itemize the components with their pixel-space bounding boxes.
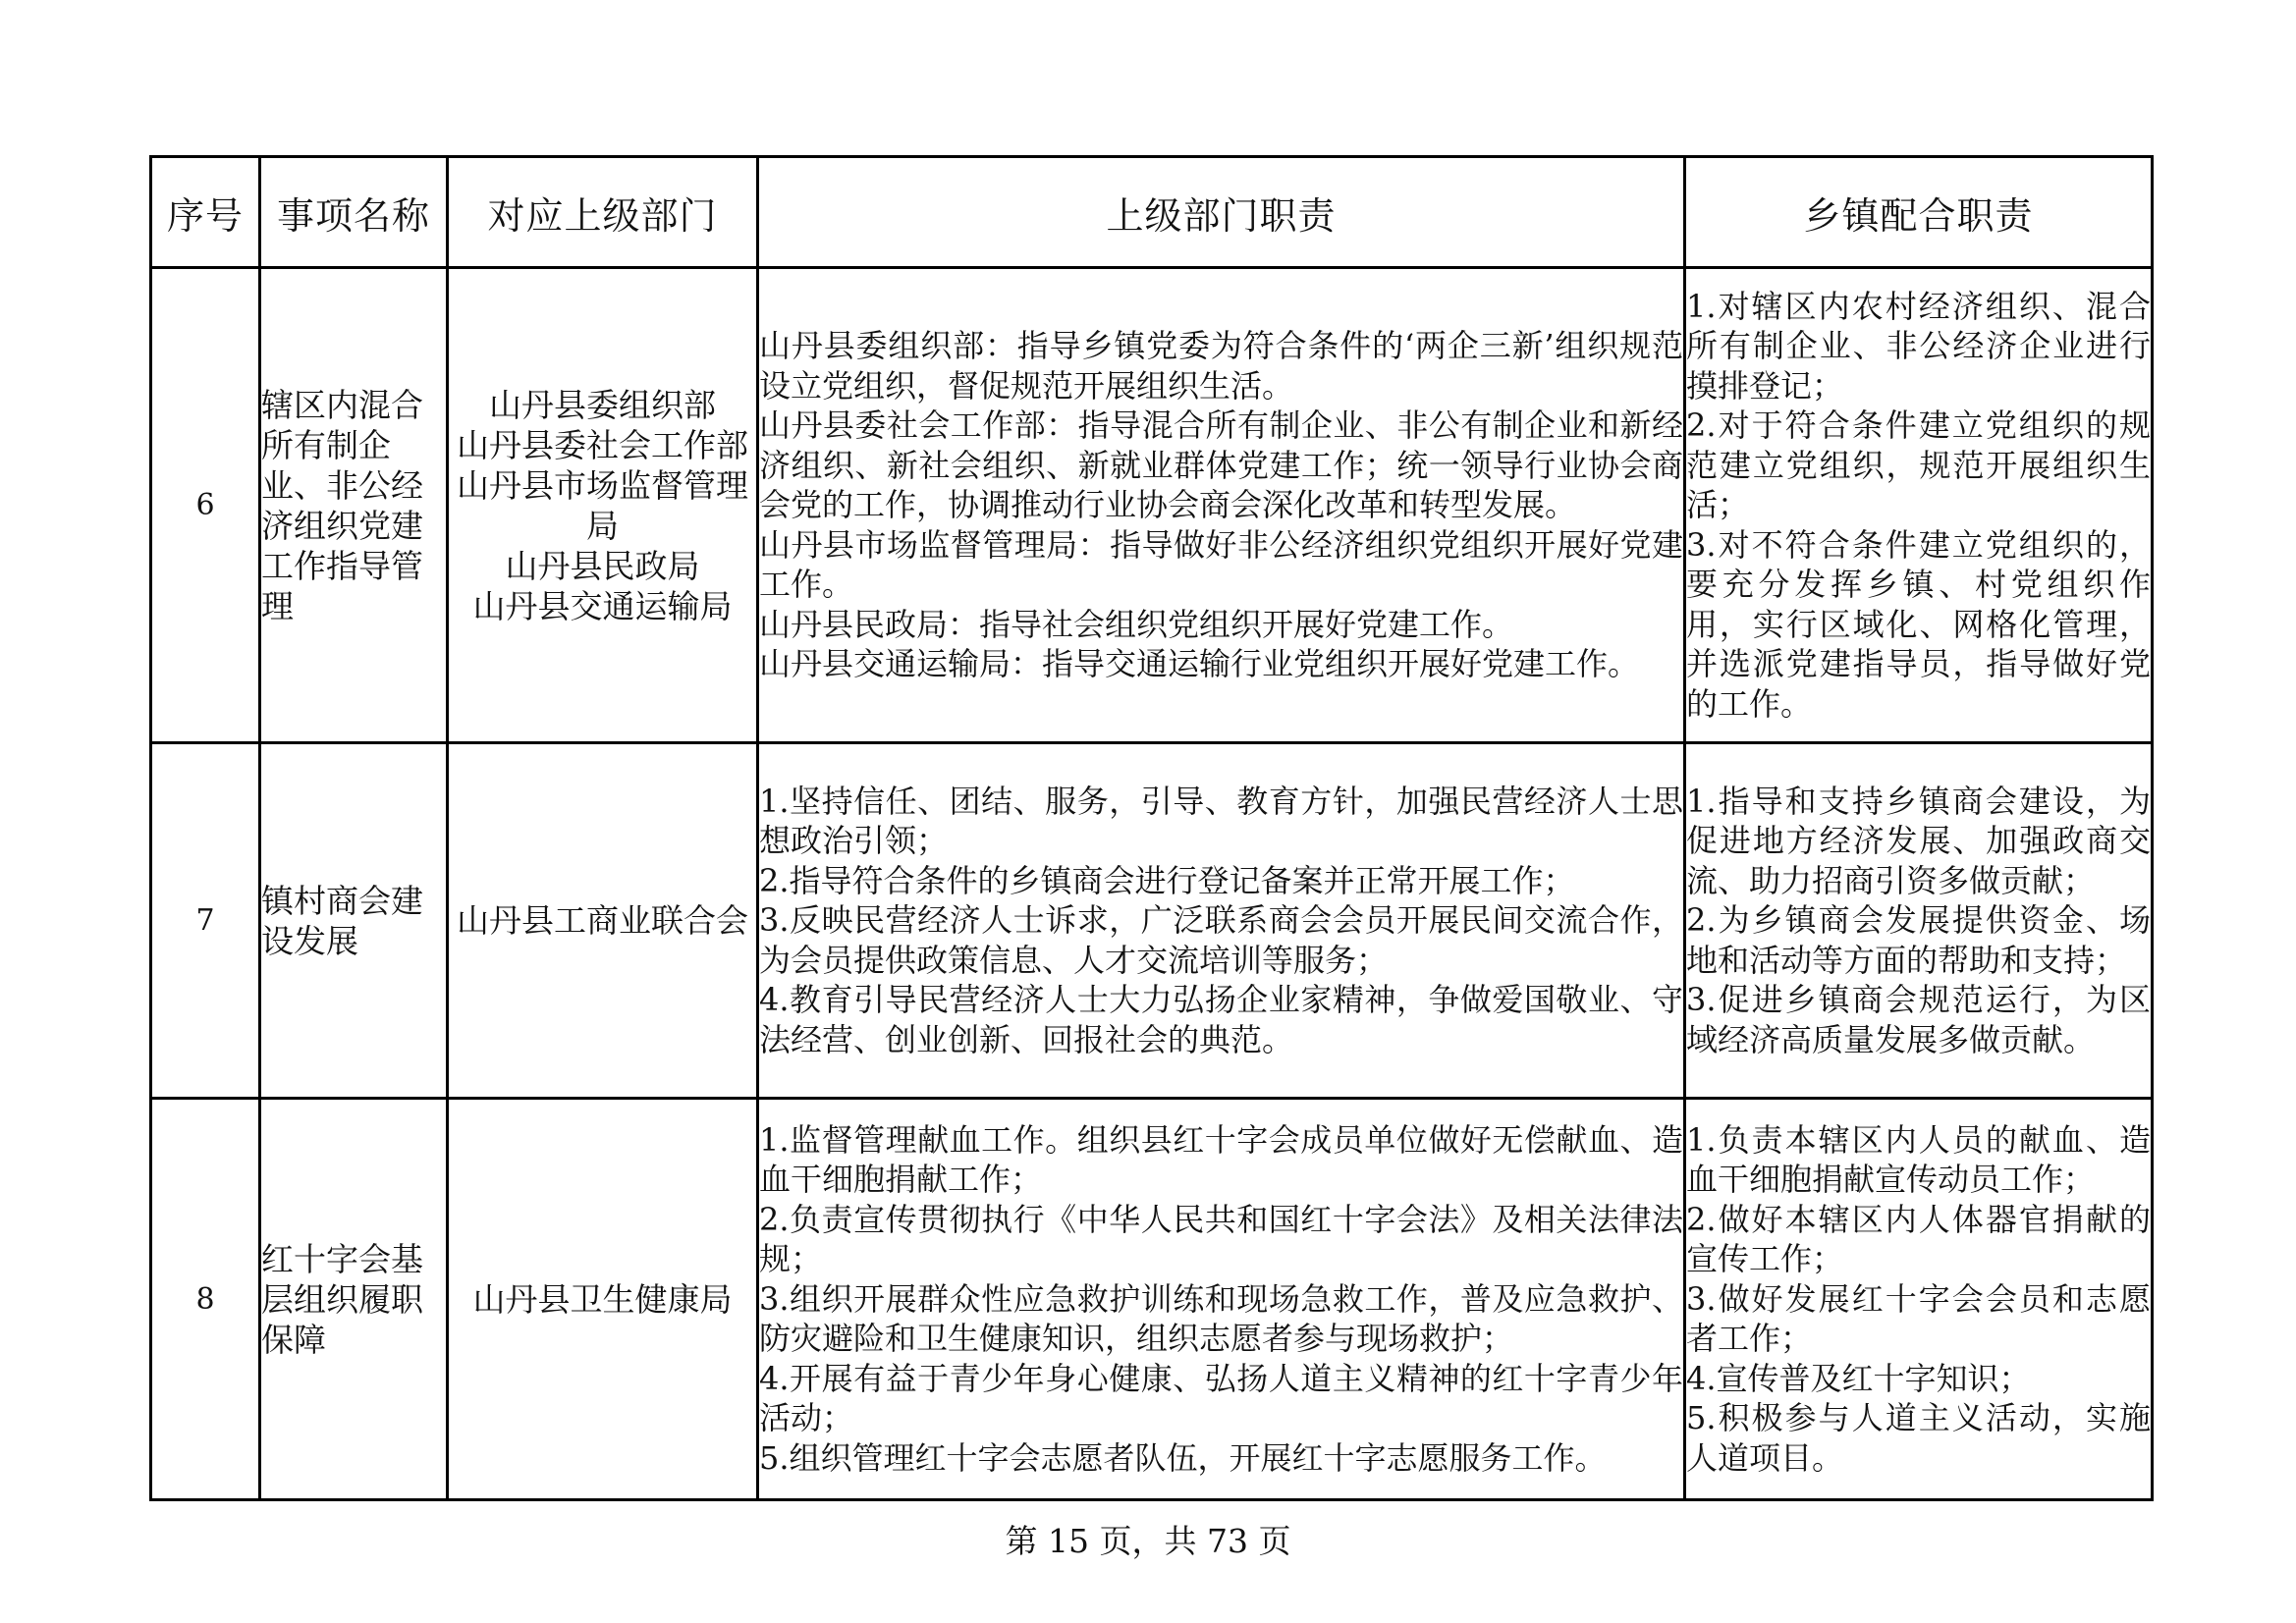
department-name: 山丹县委组织部 xyxy=(489,385,716,424)
header-serial: 序号 xyxy=(151,157,260,268)
header-township-duties: 乡镇配合职责 xyxy=(1685,157,2153,268)
coop-paragraph: 3.对不符合条件建立党组织的，要充分发挥乡镇、村党组织作用，实行区域化、网格化管理，并选派党建指导员，指导做好党的工作。 xyxy=(1686,525,2151,723)
duty-paragraph: 3.反映民营经济人士诉求，广泛联系商会会员开展民间交流合作，为会员提供政策信息、人才交流培训等服务； xyxy=(759,901,1683,979)
duty-paragraph: 1.监督管理献血工作。组织县红十字会成员单位做好无偿献血、造血干细胞捐献工作； xyxy=(759,1120,1683,1199)
department-list xyxy=(448,743,758,1099)
table-header-row xyxy=(151,157,2153,268)
duty-paragraph: 1.坚持信任、团结、服务，引导、教育方针，加强民营经济人士思想政治引领； xyxy=(759,782,1683,860)
coop-paragraph: 2.为乡镇商会发展提供资金、场地和活动等方面的帮助和支持； xyxy=(1686,901,2151,979)
department-name: 山丹县工商业联合会 xyxy=(457,901,748,940)
item-name: 镇村商会建设发展 xyxy=(260,743,448,1099)
row-number: 6 xyxy=(151,268,260,743)
duty-paragraph: 4.教育引导民营经济人士大力弘扬企业家精神，争做爱国敬业、守法经营、创业创新、回报社会的典范。 xyxy=(759,981,1683,1058)
coop-paragraph: 2.对于符合条件建立党组织的规范建立党组织，规范开展组织生活； xyxy=(1686,406,2151,524)
superior-duties xyxy=(758,268,1685,743)
row-number: 8 xyxy=(151,1099,260,1500)
department-name: 山丹县交通运输局 xyxy=(472,586,733,625)
superior-duties xyxy=(758,743,1685,1099)
header-superior-department: 对应上级部门 xyxy=(448,157,758,268)
coop-paragraph: 2.做好本辖区内人体器官捐献的宣传工作； xyxy=(1686,1200,2151,1278)
duty-table xyxy=(149,155,2154,1501)
department-list xyxy=(448,1099,758,1500)
table-row xyxy=(151,1099,2153,1500)
department-name: 山丹县卫生健康局 xyxy=(472,1279,733,1319)
duty-paragraph: 山丹县委组织部：指导乡镇党委为符合条件的‘两企三新’组织规范设立党组织，督促规范开展组织生活。 xyxy=(759,327,1683,405)
department-list xyxy=(448,268,758,743)
coop-paragraph: 3.促进乡镇商会规范运行，为区域经济高质量发展多做贡献。 xyxy=(1686,981,2151,1058)
table-row xyxy=(151,268,2153,743)
duty-paragraph: 山丹县民政局：指导社会组织党组织开展好党建工作。 xyxy=(759,605,1514,643)
coop-paragraph: 4.宣传普及红十字知识； xyxy=(1686,1359,2031,1397)
header-item-name: 事项名称 xyxy=(260,157,448,268)
township-duties xyxy=(1685,1099,2153,1500)
duty-paragraph: 山丹县交通运输局：指导交通运输行业党组织开展好党建工作。 xyxy=(759,645,1640,683)
row-number: 7 xyxy=(151,743,260,1099)
department-name: 山丹县市场监督管理局 xyxy=(457,465,748,545)
department-name: 山丹县民政局 xyxy=(505,546,700,585)
township-duties xyxy=(1685,268,2153,743)
duty-paragraph: 4.开展有益于青少年身心健康、弘扬人道主义精神的红十字青少年活动； xyxy=(759,1359,1683,1437)
department-name: 山丹县委社会工作部 xyxy=(457,425,748,464)
item-name: 红十字会基层组织履职保障 xyxy=(260,1099,448,1500)
coop-paragraph: 1.负责本辖区内人员的献血、造血干细胞捐献宣传动员工作； xyxy=(1686,1120,2151,1199)
duty-paragraph: 5.组织管理红十字会志愿者队伍，开展红十字志愿服务工作。 xyxy=(759,1438,1607,1477)
coop-paragraph: 5.积极参与人道主义活动，实施人道项目。 xyxy=(1686,1399,2151,1477)
duty-paragraph: 山丹县委社会工作部：指导混合所有制企业、非公有制企业和新经济组织、新社会组织、新就业群体党建工作；统一领导行业协会商会党的工作，协调推动行业协会商会深化改革和转型发展。 xyxy=(759,406,1683,524)
header-superior-duties: 上级部门职责 xyxy=(758,157,1685,268)
page-number: 第 15 页，共 73 页 xyxy=(1005,1522,1291,1560)
coop-paragraph: 1.指导和支持乡镇商会建设，为促进地方经济发展、加强政商交流、助力招商引资多做贡献； xyxy=(1686,782,2151,899)
township-duties xyxy=(1685,743,2153,1099)
duty-paragraph: 山丹县市场监督管理局：指导做好非公经济组织党组织开展好党建工作。 xyxy=(759,525,1683,604)
item-name: 辖区内混合所有制企业、非公经济组织党建工作指导管理 xyxy=(260,268,448,743)
table-row xyxy=(151,743,2153,1099)
duty-paragraph: 2.指导符合条件的乡镇商会进行登记备案并正常开展工作； xyxy=(759,861,1575,899)
duty-paragraph: 2.负责宣传贯彻执行《中华人民共和国红十字会法》及相关法律法规； xyxy=(759,1200,1683,1278)
duty-paragraph: 3.组织开展群众性应急救护训练和现场急救工作，普及应急救护、防灾避险和卫生健康知识，组织志愿者参与现场救护； xyxy=(759,1279,1683,1358)
superior-duties xyxy=(758,1099,1685,1500)
coop-paragraph: 3.做好发展红十字会会员和志愿者工作； xyxy=(1686,1279,2151,1358)
coop-paragraph: 1.对辖区内农村经济组织、混合所有制企业、非公经济企业进行摸排登记； xyxy=(1686,287,2151,405)
